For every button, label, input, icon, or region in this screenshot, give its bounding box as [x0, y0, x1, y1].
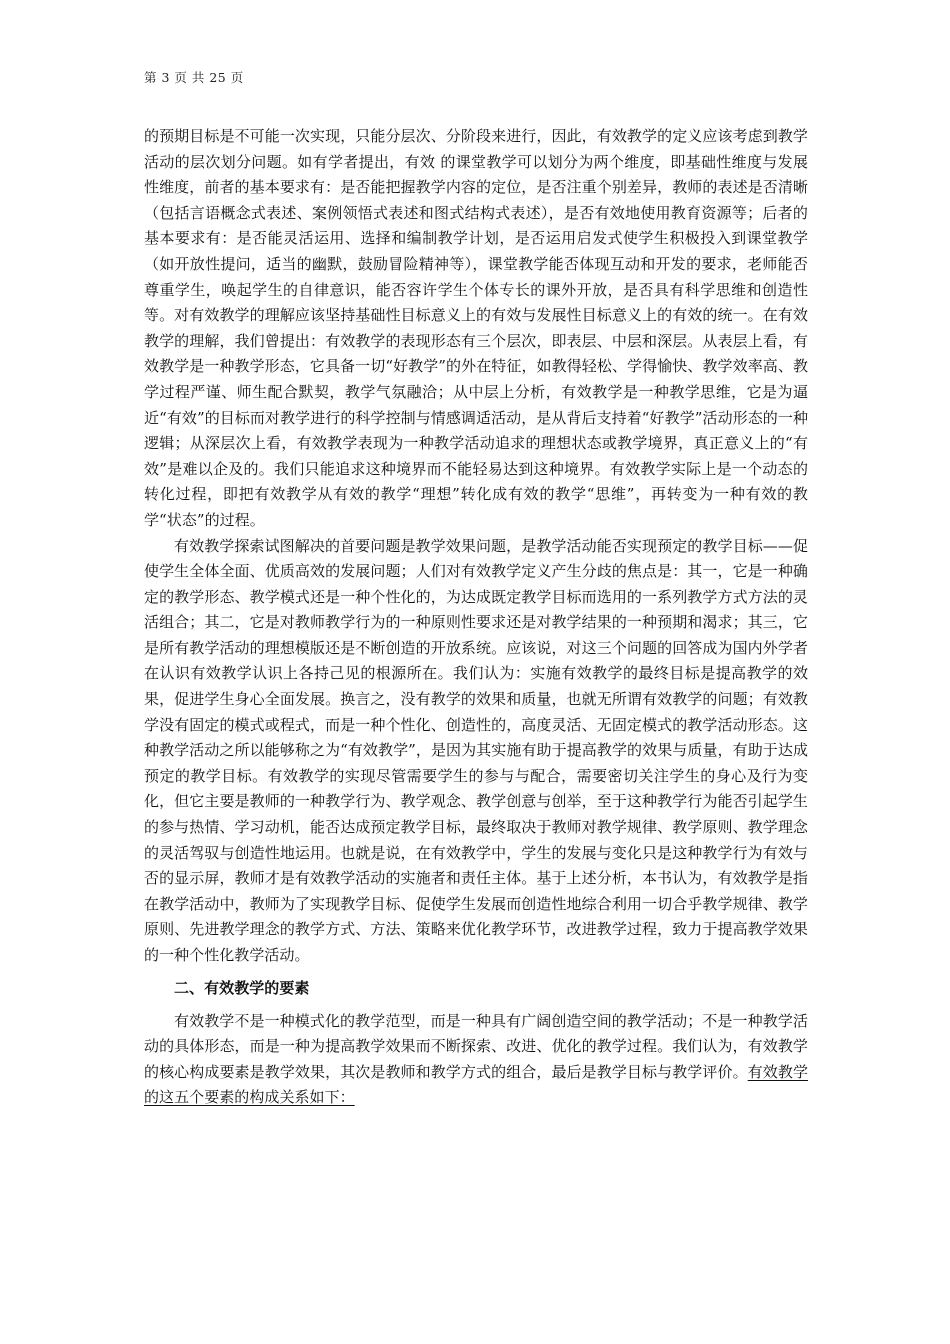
underlined-text: 有效教学的这五个要素的构成关系如下： — [144, 1062, 808, 1107]
body-paragraph-1: 的预期目标是不可能一次实现，只能分层次、分阶段来进行，因此，有效教学的定义应该考虑到教学活动的层次划分问题。如有学者提出，有效 的课堂教学可以划分为两个维度，即基础性维度与发展性维度，前者的基本要求有：是否能把握教学内容的定位，是否注重个别差异，教师的表述是否清晰（包括言语概念式表述、案例领悟式表述和图式结构式表述），是否有效地使用教育资源等；后者的基本要求有：是否能灵活运用、选择和编制教学计划，是否运用启发式使学生积极投入到课堂教学（如开放性提问，适当的幽默，鼓励冒险精神等），课堂教学能否体现互动和开发的要求，老师能否尊重学生，唤起学生的自律意识，能否容许学生个体专长的课外开放，是否具有科学思维和创造性等。对有效教学的理解应该坚持基础性目标意义上的有效与发展性目标意义上的有效的统一。在有效教学的理解，我们曾提出：有效教学的表现形态有三个层次，即表层、中层和深层。从表层上看，有效教学是一种教学形态，它具备一切“好教学”的外在特征，如教得轻松、学得愉快、教学效率高、教学过程严谨、师生配合默契，教学气氛融洽；从中层上分析，有效教学是一种教学思维，它是为逼近“有效”的目标而对教学进行的科学控制与情感调适活动，是从背后支持着“好教学”活动形态的一种逻辑；从深层次上看，有效教学表现为一种教学活动追求的理想状态或教学境界，真正意义上的“有效”是难以企及的。我们只能追求这种境界而不能轻易达到这种境界。有效教学实际上是一个动态的转化过程，即把有效教学从有效的教学“理想”转化成有效的教学“思维”，再转变为一种有效的教学“状态”的过程。 — [144, 127, 808, 529]
section-paragraph — [144, 1009, 808, 1111]
body-paragraph-2: 有效教学探索试图解决的首要问题是教学效果问题，是教学活动能否实现预定的教学目标——促使学生全体全面、优质高效的发展问题；人们对有效教学定义产生分歧的焦点是：其一，它是一种确定的教学形态、教学模式还是一种个性化的，为达成既定教学目标而选用的一系列教学方式方法的灵活组合；其二，它是对教师教学行为的一种原则性要求还是对教学结果的一种预期和渴求；其三，它是所有教学活动的理想模版还是不断创造的开放系统。应该说，对这三个问题的回答成为国内外学者在认识有效教学认识上各持己见的根源所在。我们认为：实施有效教学的最终目标是提高教学的效果，促进学生身心全面发展。换言之，没有教学的效果和质量，也就无所谓有效教学的问题；有效教学没有固定的模式或程式，而是一种个性化、创造性的，高度灵活、无固定模式的教学活动形态。这种教学活动之所以能够称之为“有效教学”，是因为其实施有助于提高教学的效果与质量，有助于达成预定的教学目标。有效教学的实现尽管需要学生的参与与配合，需要密切关注学生的身心及行为变化，但它主要是教师的一种教学行为、教学观念、教学创意与创举，至于这种教学行为能否引起学生的参与热情、学习动机，能否达成预定教学目标，最终取决于教师对教学规律、教学原则、教学理念的灵活驾驭与创造性地运用。也就是说，在有效教学中，学生的发展与变化只是这种教学行为有效与否的显示屏，教师才是有效教学活动的实施者和责任主体。基于上述分析，本书认为，有效教学是指在教学活动中，教师为了实现教学目标、促使学生发展而创造性地综合利用一切合乎教学规律、教学原则、先进教学理念的教学方式、方法、策略来优化教学环节，改进教学过程，致力于提高教学效果的一种个性化教学活动。 — [144, 536, 808, 964]
page-number-header: 第 3 页 共 25 页 — [144, 70, 244, 85]
section-paragraph-text: 有效教学不是一种模式化的教学范型，而是一种具有广阔创造空间的教学活动；不是一种教学活动的具体形态，而是一种为提高教学效果而不断探索、改进、优化的教学过程。我们认为，有效教学的核心构成要素是教学效果，其次是教师和教学方式的组合，最后是教学目标与教学评价。 — [144, 1011, 808, 1081]
document-body — [144, 124, 808, 1111]
section-heading: 二、有效教学的要素 — [174, 978, 310, 997]
